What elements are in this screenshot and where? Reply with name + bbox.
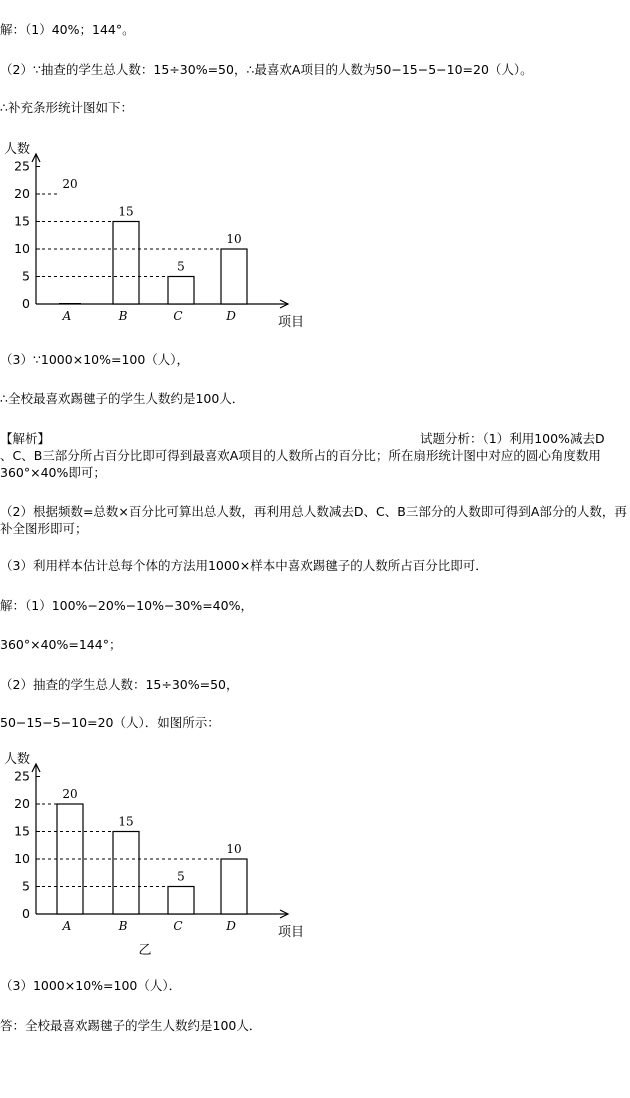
bar-D <box>221 249 247 304</box>
solution-line-4: 50−15−5−10=20（人）．如图所示： <box>0 715 220 730</box>
analysis-intro: 试题分析：（1）利用100%减去D <box>420 431 605 446</box>
bar-chart-2 <box>0 750 320 960</box>
bar-B <box>113 832 139 915</box>
y-tick-label: 10 <box>14 851 30 866</box>
data-label: 15 <box>118 204 134 219</box>
y-tick-label: 15 <box>14 823 30 839</box>
y-tick-label: 10 <box>14 241 30 256</box>
data-label: 5 <box>177 869 185 884</box>
solution-line-3: （2）抽查的学生总人数：15÷30%=50， <box>0 677 239 692</box>
x-axis-title: 项目 <box>278 315 305 330</box>
analysis-paragraph-2: （2）根据频数=总数×百分比可算出总人数，再利用总人数减去D、C、B三部分的人数即可得到A部分的人数，再补全图形即可； <box>0 504 627 536</box>
y-tick-label: 20 <box>14 796 30 811</box>
answer-line-2: （2）∵抽查的学生总人数：15÷30%=50，∴最喜欢A项目的人数为50−15−5−10=20（人）。 <box>0 62 533 77</box>
analysis-paragraph-1: 、C、B三部分所占百分比即可得到最喜欢A项目的人数所占的百分比；所在扇形统计图中对应的圆心角度数用360°×40%即可； <box>0 448 601 480</box>
bar-chart-1 <box>0 140 320 330</box>
category-label: C <box>173 919 183 933</box>
y-axis-title: 人数 <box>4 752 31 767</box>
y-tick-label: 25 <box>14 768 30 784</box>
category-label: D <box>226 919 236 933</box>
category-label: A <box>62 309 72 323</box>
y-tick-label: 5 <box>22 878 30 894</box>
chart-caption: 乙 <box>138 943 152 958</box>
category-label: B <box>118 309 128 323</box>
data-label: 20 <box>62 177 78 191</box>
bar-B <box>113 222 139 305</box>
data-label: 5 <box>177 259 185 274</box>
solution-line-2: 360°×40%=144°； <box>0 637 122 652</box>
category-label: C <box>173 309 183 323</box>
answer-line-3: ∴补充条形统计图如下： <box>0 100 133 115</box>
y-tick-label: 5 <box>22 268 30 284</box>
data-label: 10 <box>226 232 242 246</box>
category-label: A <box>62 919 72 933</box>
solution-line-5: （3）1000×10%=100（人）． <box>0 978 182 993</box>
y-tick-label: 25 <box>14 158 30 174</box>
solution-line-1: 解：（1）100%−20%−10%−30%=40%， <box>0 598 253 613</box>
y-tick-label: 0 <box>22 296 30 311</box>
answer-line-1: 解：（1）40%；144°。 <box>0 22 135 37</box>
x-axis-title: 项目 <box>278 925 305 940</box>
data-label: 20 <box>62 787 78 801</box>
bar-D <box>221 859 247 914</box>
y-tick-label: 15 <box>14 213 30 229</box>
answer-line-5: ∴全校最喜欢踢毽子的学生人数约是100人． <box>0 391 245 406</box>
bar-C <box>168 887 194 915</box>
category-label: D <box>226 309 236 323</box>
y-tick-label: 0 <box>22 906 30 921</box>
data-label: 15 <box>118 814 134 829</box>
y-axis-title: 人数 <box>4 142 31 157</box>
bar-C <box>168 277 194 305</box>
category-label: B <box>118 919 128 933</box>
data-label: 10 <box>226 842 242 856</box>
analysis-tag: 【解析】 <box>0 431 51 446</box>
analysis-paragraph-3: （3）利用样本估计总每个体的方法用1000×样本中喜欢踢毽子的人数所占百分比即可． <box>0 558 488 573</box>
answer-line-4: （3）∵1000×10%=100（人）， <box>0 352 190 367</box>
y-tick-label: 20 <box>14 186 30 201</box>
solution-line-6: 答：全校最喜欢踢毽子的学生人数约是100人． <box>0 1018 262 1033</box>
